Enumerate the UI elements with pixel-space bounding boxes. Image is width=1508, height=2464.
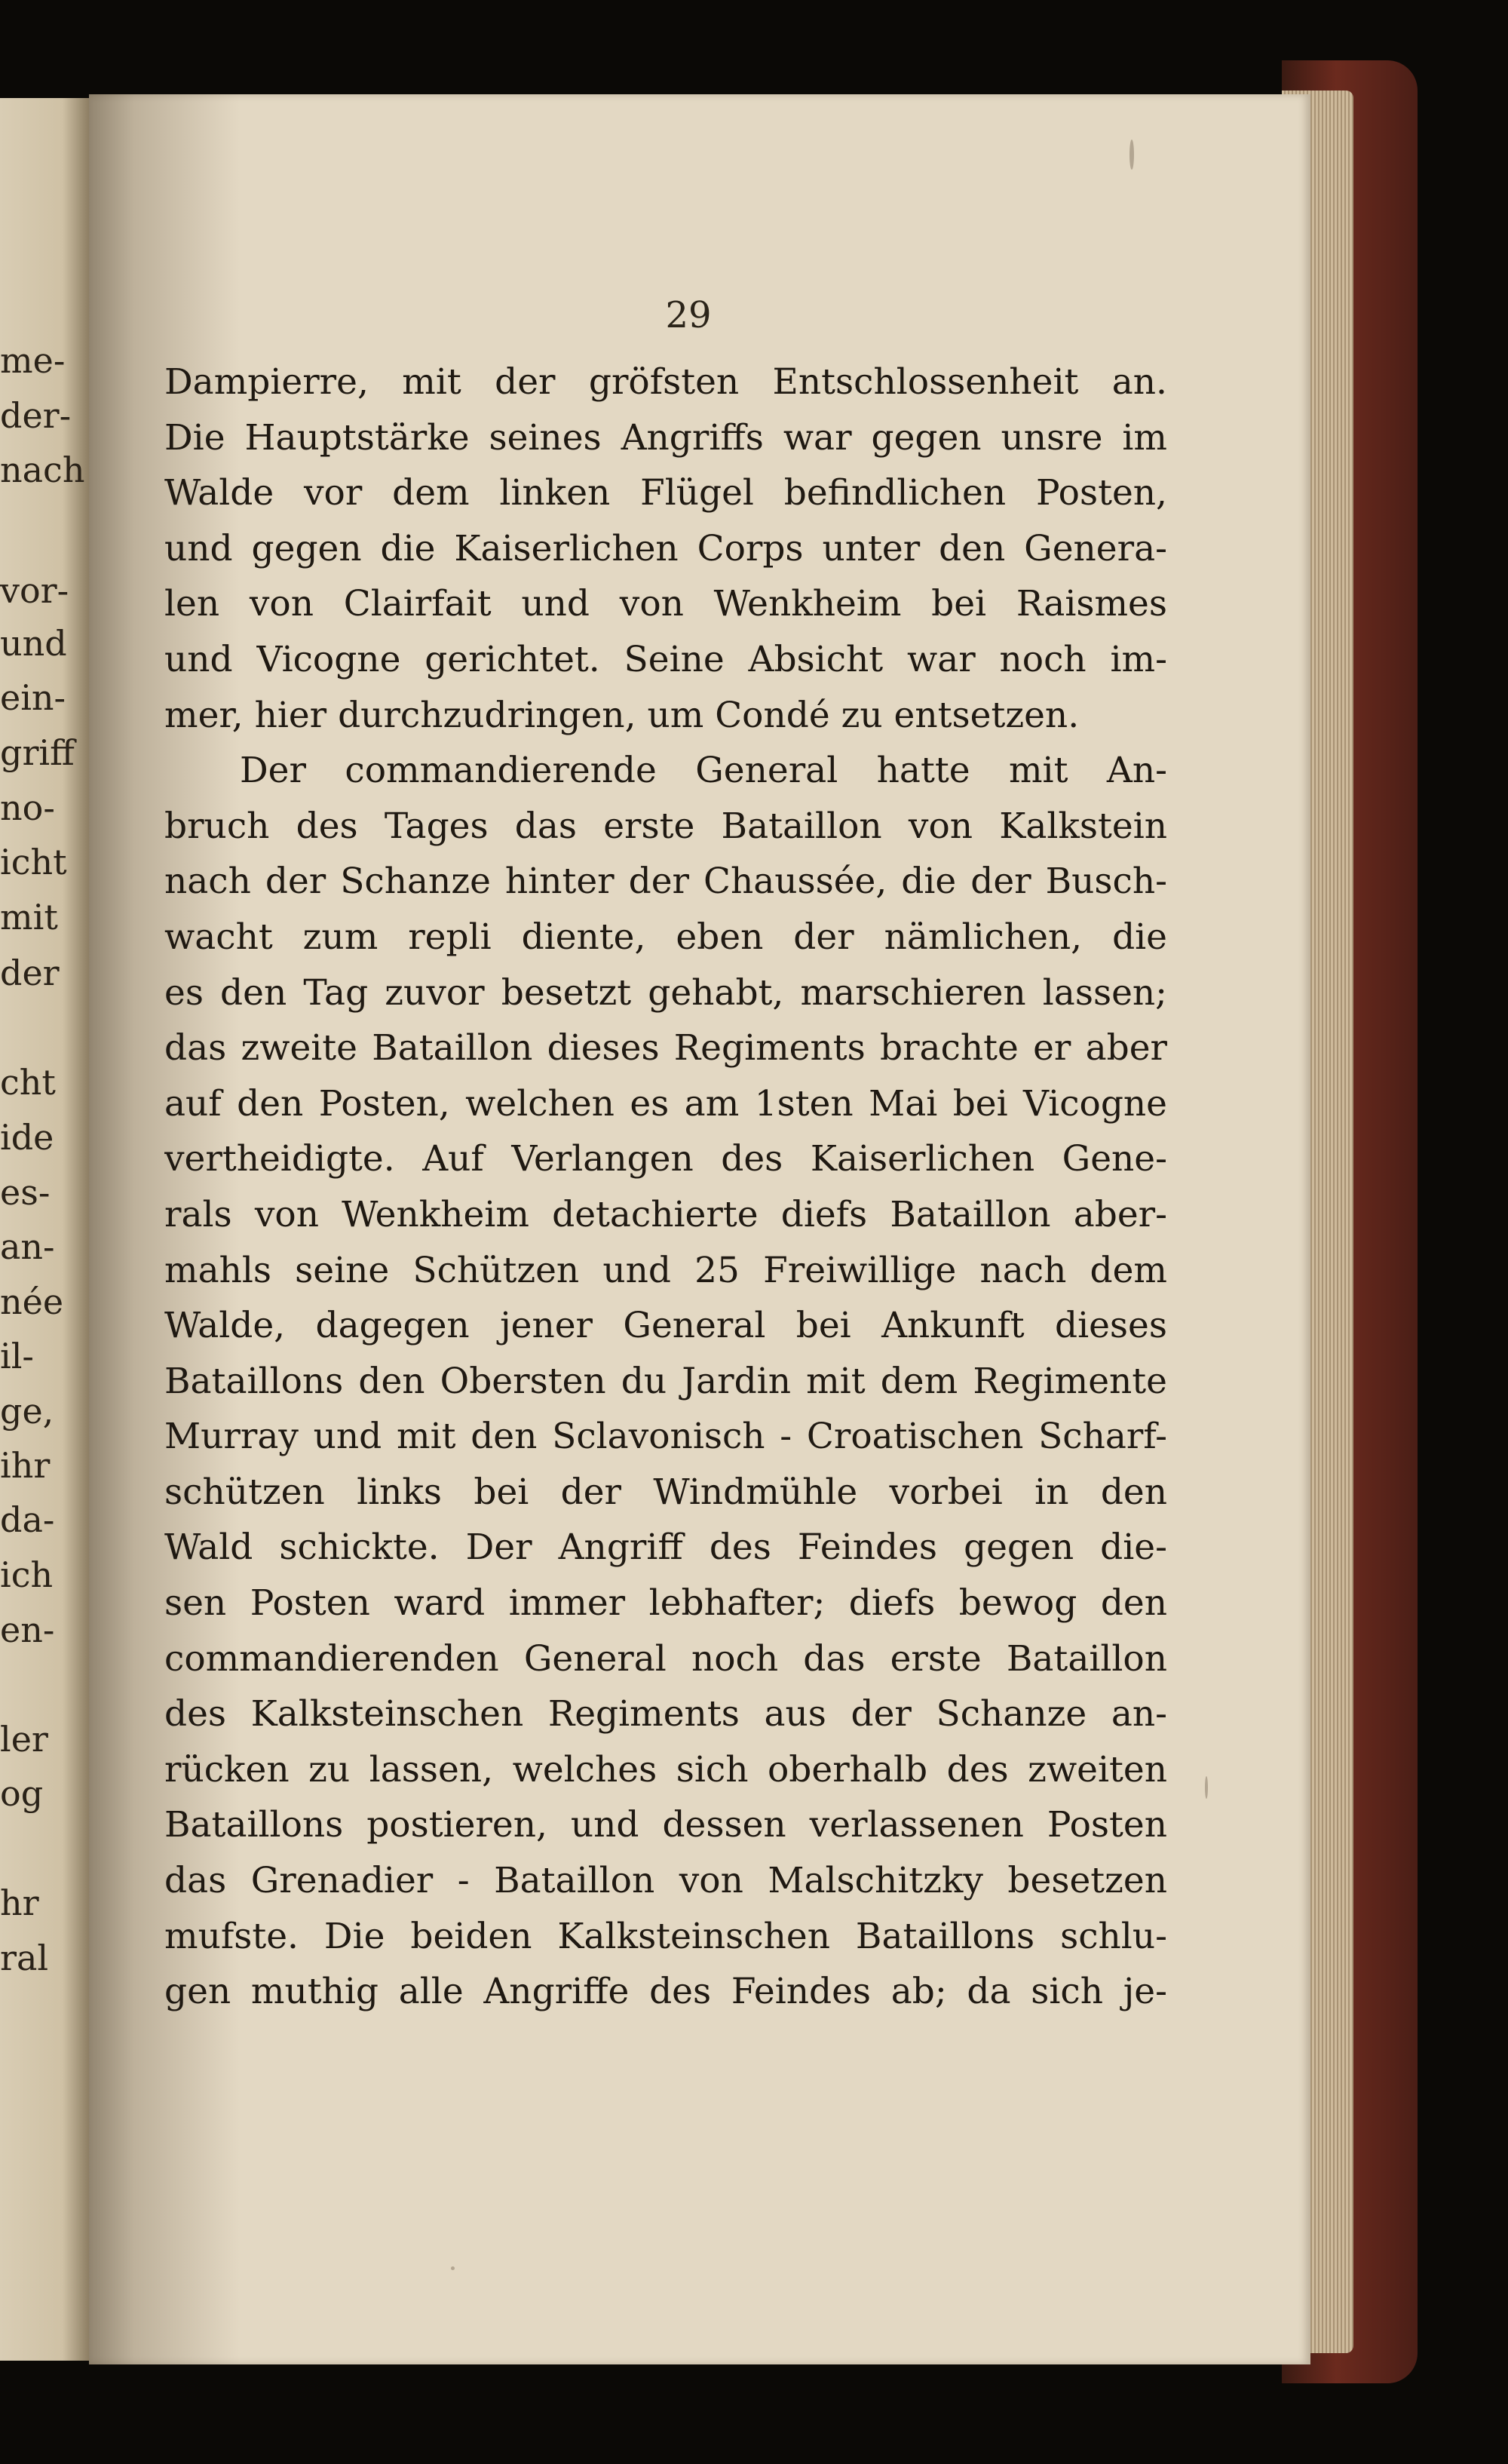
- left-fragment: en-: [0, 1609, 55, 1650]
- text-line: rücken zu lassen, welches sich oberhalb des zweiten: [164, 1748, 1167, 1790]
- text-line: Bataillons den Obersten du Jardin mit dem Regimente: [164, 1360, 1167, 1402]
- left-fragment: griff: [0, 732, 75, 773]
- left-fragment: ral: [0, 1938, 49, 1978]
- text-line: und Vicogne gerichtet. Seine Absicht war noch im-: [164, 638, 1167, 680]
- left-fragment: il-: [0, 1336, 34, 1376]
- text-line: sen Posten ward immer lebhafter; diefs bewog den: [164, 1582, 1167, 1625]
- left-fragment: no-: [0, 787, 55, 828]
- left-fragment: hr: [0, 1883, 39, 1923]
- left-fragment: cht: [0, 1062, 56, 1103]
- text-line: bruch des Tages das erste Bataillon von Kalkstein: [164, 805, 1167, 847]
- left-fragment: an-: [0, 1226, 55, 1267]
- text-line: und gegen die Kaiserlichen Corps unter den Genera-: [164, 527, 1167, 569]
- book-page: [89, 94, 1310, 2364]
- left-fragment: icht: [0, 842, 67, 882]
- text-line: Der commandierende General hatte mit An-: [240, 750, 1167, 792]
- text-line: das zweite Bataillon dieses Regiments brachte er aber: [164, 1027, 1167, 1069]
- text-line: Walde vor dem linken Flügel befindlichen Posten,: [164, 472, 1167, 514]
- text-line: mahls seine Schützen und 25 Freiwillige nach dem: [164, 1249, 1167, 1291]
- text-line: gen muthig alle Angriffe des Feindes ab; da sich je-: [164, 1971, 1167, 2013]
- text-line: Bataillons postieren, und dessen verlassenen Posten: [164, 1804, 1167, 1846]
- text-line: vertheidigte. Auf Verlangen des Kaiserlichen Gene-: [164, 1138, 1167, 1180]
- text-line: schützen links bei der Windmühle vorbei in den: [164, 1471, 1167, 1513]
- text-line: nach der Schanze hinter der Chaussée, die der Busch-: [164, 861, 1167, 903]
- text-line: mer, hier durchzudringen, um Condé zu entsetzen.: [164, 694, 1080, 736]
- left-fragment: und: [0, 623, 67, 664]
- text-line: Die Hauptstärke seines Angriffs war gegen unsre im: [164, 416, 1167, 459]
- left-fragment: ler: [0, 1719, 48, 1760]
- text-line: len von Clairfait und von Wenkheim bei Raismes: [164, 583, 1167, 625]
- left-fragment: ich: [0, 1554, 54, 1595]
- text-line: Murray und mit den Sclavonisch - Croatischen Scharf-: [164, 1416, 1167, 1458]
- text-line: wacht zum repli diente, eben der nämlichen, die: [164, 916, 1167, 958]
- left-fragment: og: [0, 1773, 44, 1814]
- left-fragment: ge,: [0, 1391, 54, 1431]
- text-line: rals von Wenkheim detachierte diefs Bataillon aber-: [164, 1193, 1167, 1235]
- text-line: des Kalksteinschen Regiments aus der Schanze an-: [164, 1693, 1167, 1735]
- left-fragment: née: [0, 1281, 64, 1322]
- text-line: Dampierre, mit der gröfsten Entschlossenheit an.: [164, 361, 1167, 403]
- text-line: Walde, dagegen jener General bei Ankunft dieses: [164, 1305, 1167, 1347]
- left-fragment: mit: [0, 897, 58, 937]
- left-fragment: ihr: [0, 1445, 51, 1486]
- text-line: es den Tag zuvor besetzt gehabt, marschieren lassen;: [164, 971, 1167, 1014]
- page-number: 29: [665, 294, 712, 336]
- text-line: mufste. Die beiden Kalksteinschen Bataillons schlu-: [164, 1915, 1167, 1957]
- left-fragment: vor-: [0, 570, 69, 611]
- left-fragment: da-: [0, 1499, 55, 1540]
- text-line: commandierenden General noch das erste Bataillon: [164, 1637, 1167, 1680]
- left-fragment: me-: [0, 340, 66, 381]
- left-fragment: der-: [0, 395, 72, 436]
- left-fragment: es-: [0, 1172, 51, 1213]
- text-line: Wald schickte. Der Angriff des Feindes gegen die-: [164, 1527, 1167, 1569]
- text-line: das Grenadier - Bataillon von Malschitzky besetzen: [164, 1860, 1167, 1902]
- left-fragment: ein-: [0, 677, 66, 718]
- page-body-text: [164, 354, 1167, 2020]
- left-facing-page: [0, 98, 89, 2361]
- text-line: auf den Posten, welchen es am 1sten Mai bei Vicogne: [164, 1082, 1167, 1125]
- left-fragment: der: [0, 953, 60, 993]
- left-fragment: ide: [0, 1117, 54, 1158]
- left-fragment: nach: [0, 450, 85, 490]
